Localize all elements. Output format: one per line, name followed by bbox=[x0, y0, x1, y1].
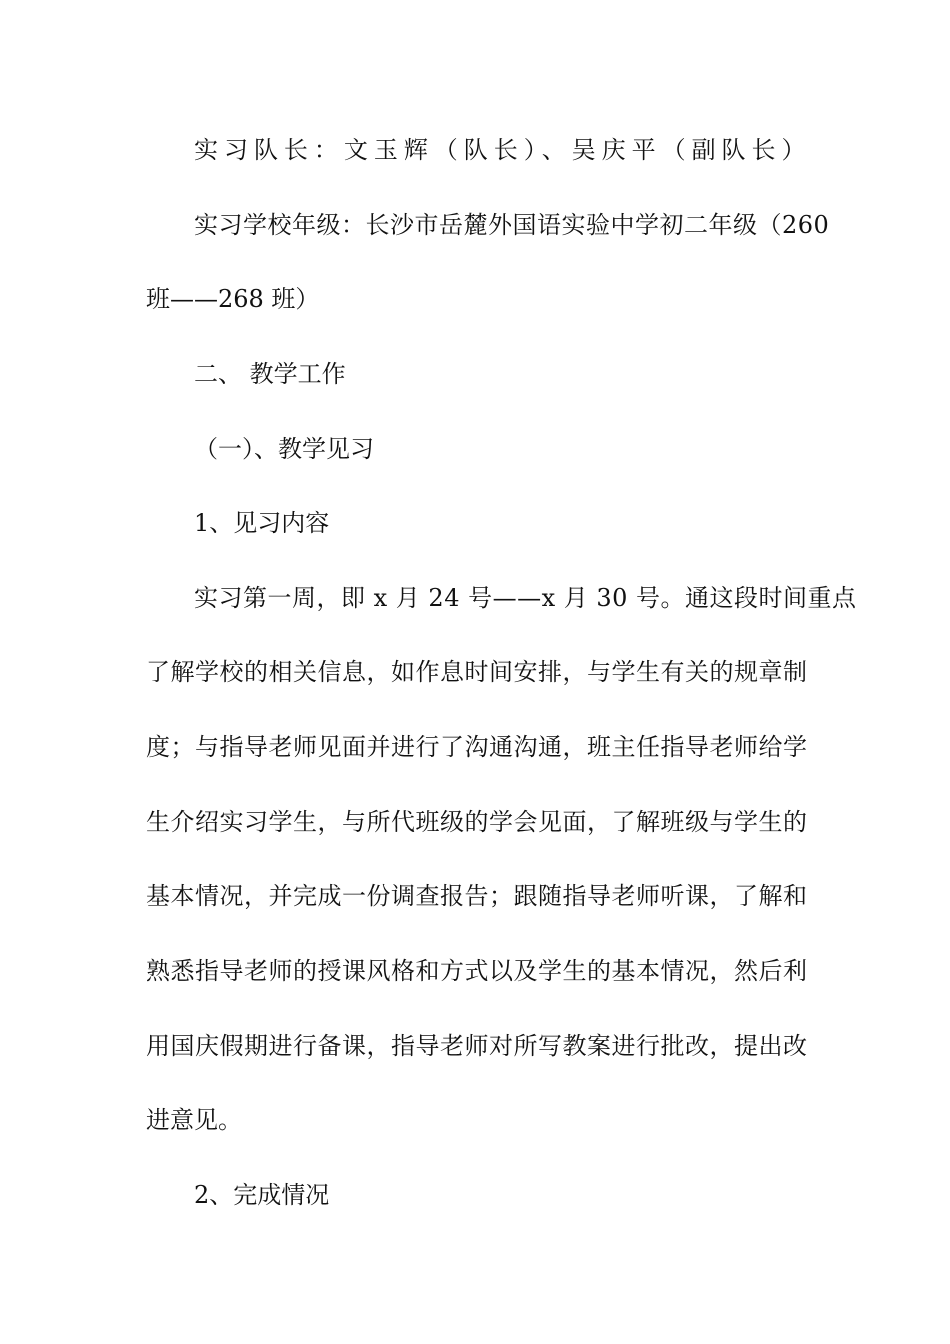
intern-leaders-line: 实习队长：文玉辉（队长）、吴庆平（副队长） bbox=[194, 136, 806, 164]
paragraph-line: 实习第一周，即 x 月 24 号——x 月 30 号。通这段时间重点 bbox=[194, 584, 857, 612]
paragraph-line: 用国庆假期进行备课，指导老师对所写教案进行批改，提出改 bbox=[146, 1032, 808, 1060]
paragraph-line: 度；与指导老师见面并进行了沟通沟通，班主任指导老师给学 bbox=[146, 733, 808, 761]
item-heading-observation-content: 1、见习内容 bbox=[194, 509, 330, 537]
paragraph-line: 基本情况，并完成一份调查报告；跟随指导老师听课，了解和 bbox=[146, 882, 808, 910]
paragraph-line-last: 进意见。 bbox=[146, 1106, 242, 1134]
intern-school-line: 实习学校年级：长沙市岳麓外国语实验中学初二年级（260 bbox=[194, 211, 830, 239]
subsection-heading-observation: （一）、教学见习 bbox=[194, 435, 374, 463]
paragraph-line: 生介绍实习学生，与所代班级的学会见面，了解班级与学生的 bbox=[146, 808, 808, 836]
section-heading-teaching: 二、 教学工作 bbox=[194, 360, 346, 388]
intern-school-line-cont: 班——268 班） bbox=[146, 285, 320, 313]
item-heading-completion: 2、完成情况 bbox=[194, 1181, 330, 1209]
paragraph-line: 了解学校的相关信息，如作息时间安排，与学生有关的规章制 bbox=[146, 658, 808, 686]
paragraph-line: 熟悉指导老师的授课风格和方式以及学生的基本情况，然后利 bbox=[146, 957, 808, 985]
